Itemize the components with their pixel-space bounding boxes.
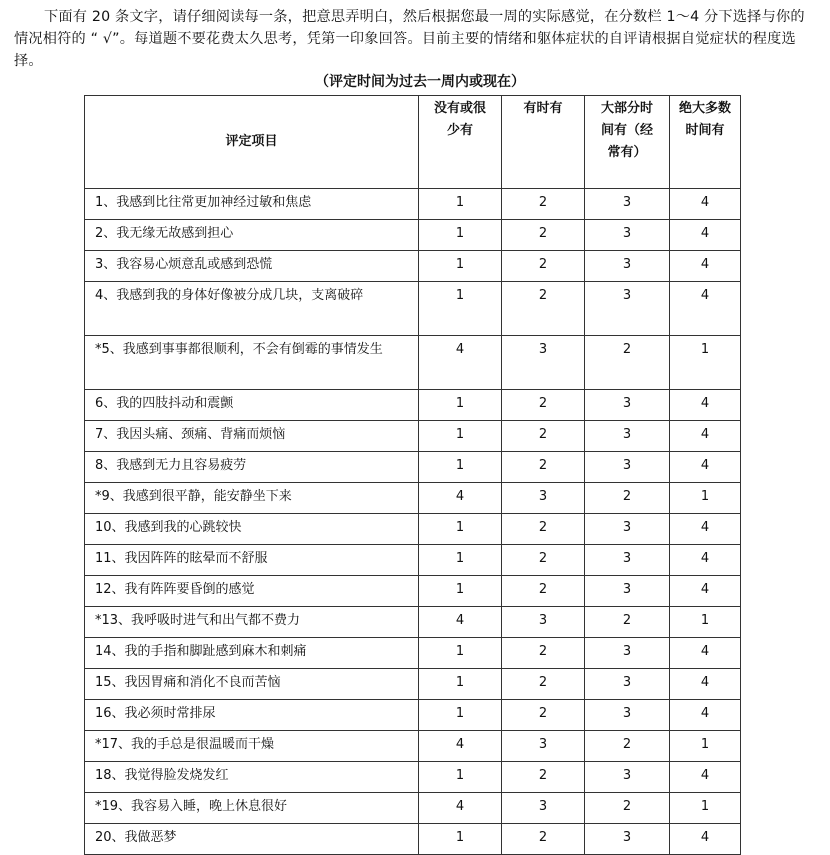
score-cell[interactable]: 1 [419,700,502,731]
score-cell[interactable]: 1 [419,390,502,421]
item-text: 15、我因胃痛和消化不良而苦恼 [85,669,419,700]
score-cell[interactable]: 2 [502,700,585,731]
score-cell[interactable]: 4 [419,607,502,638]
score-cell[interactable]: 4 [670,390,741,421]
item-text: *17、我的手总是很温暖而干燥 [85,731,419,762]
score-cell[interactable]: 1 [419,514,502,545]
score-cell[interactable]: 1 [419,220,502,251]
score-cell[interactable]: 1 [419,638,502,669]
instructions-paragraph: 下面有 20 条文字，请仔细阅读每一条，把意思弄明白，然后根据您最一周的实际感觉，在分数栏 1～4 分下选择与你的情况相符的 “ √”。每道题不要花费太久思考，凭第一印象回答。目前主要的情绪和躯体症状的自评请根据自觉症状的程度选择。 [14,9,805,69]
score-cell[interactable]: 4 [670,189,741,220]
item-text: 4、我感到我的身体好像被分成几块，支离破碎 [85,282,419,336]
score-cell[interactable]: 1 [419,282,502,336]
score-cell[interactable]: 3 [502,793,585,824]
table-row [85,607,741,638]
score-cell[interactable]: 2 [502,514,585,545]
table-row [85,390,741,421]
score-cell[interactable]: 2 [502,545,585,576]
table-body [85,189,741,855]
score-cell[interactable]: 3 [585,762,670,793]
table-row [85,793,741,824]
score-cell[interactable]: 4 [670,638,741,669]
table-row [85,220,741,251]
score-cell[interactable]: 3 [585,251,670,282]
score-cell[interactable]: 4 [419,731,502,762]
score-cell[interactable]: 1 [419,669,502,700]
score-cell[interactable]: 4 [670,421,741,452]
score-cell[interactable]: 3 [585,700,670,731]
table-row [85,514,741,545]
table-row [85,731,741,762]
table-row [85,545,741,576]
score-cell[interactable]: 2 [502,220,585,251]
score-cell[interactable]: 4 [670,824,741,855]
item-text: 3、我容易心烦意乱或感到恐慌 [85,251,419,282]
item-text: *5、我感到事事都很顺利，不会有倒霉的事情发生 [85,336,419,390]
score-cell[interactable]: 3 [585,514,670,545]
item-text: 14、我的手指和脚趾感到麻木和刺痛 [85,638,419,669]
table-row [85,638,741,669]
score-cell[interactable]: 3 [585,576,670,607]
score-cell[interactable]: 2 [585,607,670,638]
score-cell[interactable]: 1 [670,607,741,638]
table-row [85,189,741,220]
score-cell[interactable]: 3 [502,607,585,638]
item-text: 1、我感到比往常更加神经过敏和焦虑 [85,189,419,220]
score-cell[interactable]: 2 [585,793,670,824]
score-cell[interactable]: 2 [502,390,585,421]
score-cell[interactable]: 2 [502,762,585,793]
table-row [85,282,741,336]
score-cell[interactable]: 3 [585,638,670,669]
score-cell[interactable]: 3 [502,731,585,762]
item-text: 16、我必须时常排尿 [85,700,419,731]
item-text: 7、我因头痛、颈痛、背痛而烦恼 [85,421,419,452]
score-cell[interactable]: 3 [585,282,670,336]
score-cell[interactable]: 1 [419,545,502,576]
score-cell[interactable]: 3 [585,390,670,421]
score-cell[interactable]: 4 [670,514,741,545]
score-cell[interactable]: 3 [585,452,670,483]
score-cell[interactable]: 1 [670,731,741,762]
item-text: *9、我感到很平静，能安静坐下来 [85,483,419,514]
header-option-often: 大部分时间有（经常有） [585,96,670,189]
score-cell[interactable]: 2 [585,731,670,762]
score-cell[interactable]: 4 [419,483,502,514]
table-row [85,700,741,731]
score-cell[interactable]: 1 [419,251,502,282]
table-row [85,576,741,607]
item-text: *13、我呼吸时进气和出气都不费力 [85,607,419,638]
score-cell[interactable]: 4 [419,793,502,824]
header-item: 评定项目 [85,96,419,189]
table-row [85,452,741,483]
score-cell[interactable]: 2 [502,421,585,452]
score-cell[interactable]: 4 [670,545,741,576]
table-row [85,483,741,514]
score-cell[interactable]: 2 [502,251,585,282]
score-cell[interactable]: 3 [585,824,670,855]
table-row [85,336,741,390]
score-cell[interactable]: 4 [670,576,741,607]
item-text: 2、我无缘无故感到担心 [85,220,419,251]
score-cell[interactable]: 4 [670,282,741,336]
table-row [85,824,741,855]
score-cell[interactable]: 1 [670,793,741,824]
score-cell[interactable]: 2 [502,452,585,483]
score-cell[interactable]: 1 [419,421,502,452]
rating-table [84,95,741,855]
score-cell[interactable]: 4 [670,251,741,282]
score-cell[interactable]: 4 [670,762,741,793]
score-cell[interactable]: 1 [670,336,741,390]
score-cell[interactable]: 4 [670,669,741,700]
item-text: 8、我感到无力且容易疲劳 [85,452,419,483]
score-cell[interactable]: 2 [585,336,670,390]
header-option-most-time: 绝大多数时间有 [670,96,741,189]
table-row [85,762,741,793]
item-text: 11、我因阵阵的眩晕而不舒服 [85,545,419,576]
score-cell[interactable]: 2 [502,669,585,700]
score-cell[interactable]: 3 [585,189,670,220]
score-cell[interactable]: 1 [419,824,502,855]
score-cell[interactable]: 2 [502,189,585,220]
item-text: 18、我觉得脸发烧发红 [85,762,419,793]
table-caption: （评定时间为过去一周内或现在） [315,74,525,90]
table-row [85,669,741,700]
score-cell[interactable]: 4 [670,700,741,731]
score-cell[interactable]: 4 [670,220,741,251]
score-cell[interactable]: 3 [502,483,585,514]
score-cell[interactable]: 2 [502,282,585,336]
score-cell[interactable]: 3 [585,421,670,452]
item-text: 6、我的四肢抖动和震颤 [85,390,419,421]
score-cell[interactable]: 1 [419,452,502,483]
item-text: *19、我容易入睡，晚上休息很好 [85,793,419,824]
item-text: 12、我有阵阵要昏倒的感觉 [85,576,419,607]
header-option-rarely: 没有或很少有 [419,96,502,189]
score-cell[interactable]: 3 [585,669,670,700]
score-cell[interactable]: 3 [502,336,585,390]
item-text: 10、我感到我的心跳较快 [85,514,419,545]
score-cell[interactable]: 3 [585,545,670,576]
score-cell[interactable]: 4 [419,336,502,390]
score-cell[interactable]: 1 [670,483,741,514]
score-cell[interactable]: 2 [502,638,585,669]
score-cell[interactable]: 1 [419,576,502,607]
item-text: 20、我做恶梦 [85,824,419,855]
header-option-sometimes: 有时有 [502,96,585,189]
score-cell[interactable]: 2 [585,483,670,514]
score-cell[interactable]: 1 [419,189,502,220]
score-cell[interactable]: 3 [585,220,670,251]
score-cell[interactable]: 2 [502,824,585,855]
table-row [85,421,741,452]
score-cell[interactable]: 1 [419,762,502,793]
score-cell[interactable]: 4 [670,452,741,483]
table-row [85,251,741,282]
score-cell[interactable]: 2 [502,576,585,607]
